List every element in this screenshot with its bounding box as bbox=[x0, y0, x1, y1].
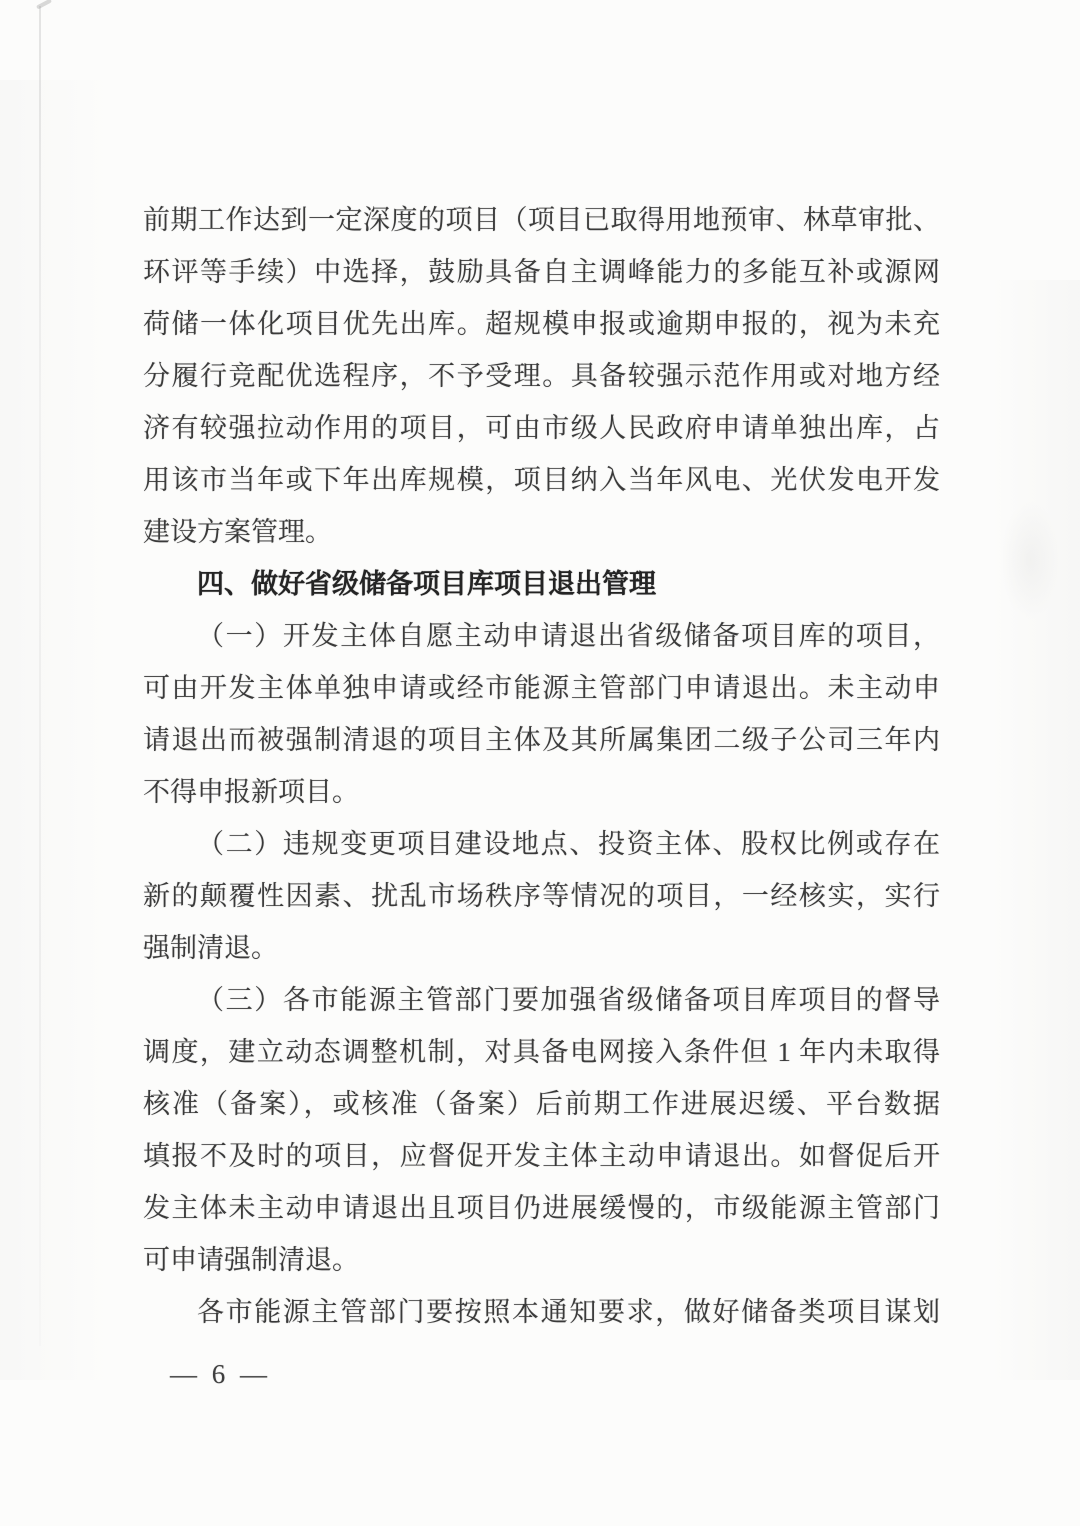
text-line: 填报不及时的项目，应督促开发主体主动申请退出。如督促后开 bbox=[143, 1141, 940, 1171]
section-heading: 四、做好省级储备项目库项目退出管理 bbox=[197, 569, 656, 599]
text-line: 核准（备案），或核准（备案）后前期工作进展迟缓、平台数据 bbox=[143, 1089, 940, 1119]
text-line: 强制清退。 bbox=[143, 933, 278, 963]
text-line: （三）各市能源主管部门要加强省级储备项目库项目的督导 bbox=[197, 985, 940, 1015]
text-line: （二）违规变更项目建设地点、投资主体、股权比例或存在 bbox=[197, 829, 940, 859]
scan-smudge-artifact bbox=[36, 0, 52, 10]
scan-seam-artifact bbox=[39, 6, 41, 1346]
text-line: 调度，建立动态调整机制，对具备电网接入条件但 1 年内未取得 bbox=[143, 1037, 940, 1067]
scan-blotch-artifact bbox=[1000, 500, 1060, 620]
page-number: — 6 — bbox=[170, 1359, 271, 1389]
text-line: 各市能源主管部门要按照本通知要求，做好储备类项目谋划 bbox=[197, 1297, 940, 1327]
text-line: 济有较强拉动作用的项目，可由市级人民政府申请单独出库，占 bbox=[143, 413, 940, 443]
text-line: 用该市当年或下年出库规模，项目纳入当年风电、光伏发电开发 bbox=[143, 465, 940, 495]
text-line: （一）开发主体自愿主动申请退出省级储备项目库的项目， bbox=[197, 621, 940, 651]
text-line: 可申请强制清退。 bbox=[143, 1245, 359, 1275]
document-body bbox=[143, 194, 940, 1338]
text-line: 建设方案管理。 bbox=[143, 517, 332, 547]
text-line: 不得申报新项目。 bbox=[143, 777, 359, 807]
text-line: 请退出而被强制清退的项目主体及其所属集团二级子公司三年内 bbox=[143, 725, 940, 755]
text-line: 发主体未主动申请退出且项目仍进展缓慢的，市级能源主管部门 bbox=[143, 1193, 940, 1223]
text-line: 荷储一体化项目优先出库。超规模申报或逾期申报的，视为未充 bbox=[143, 309, 940, 339]
scan-shade-left bbox=[0, 80, 110, 1380]
text-line: 前期工作达到一定深度的项目（项目已取得用地预审、林草审批、 bbox=[143, 205, 940, 235]
text-line: 环评等手续）中选择，鼓励具备自主调峰能力的多能互补或源网 bbox=[143, 257, 940, 287]
text-line: 可由开发主体单独申请或经市能源主管部门申请退出。未主动申 bbox=[143, 673, 940, 703]
scan-shade-right bbox=[990, 280, 1080, 1380]
text-line: 新的颠覆性因素、扰乱市场秩序等情况的项目，一经核实，实行 bbox=[143, 881, 940, 911]
text-line: 分履行竞配优选程序，不予受理。具备较强示范作用或对地方经 bbox=[143, 361, 940, 391]
